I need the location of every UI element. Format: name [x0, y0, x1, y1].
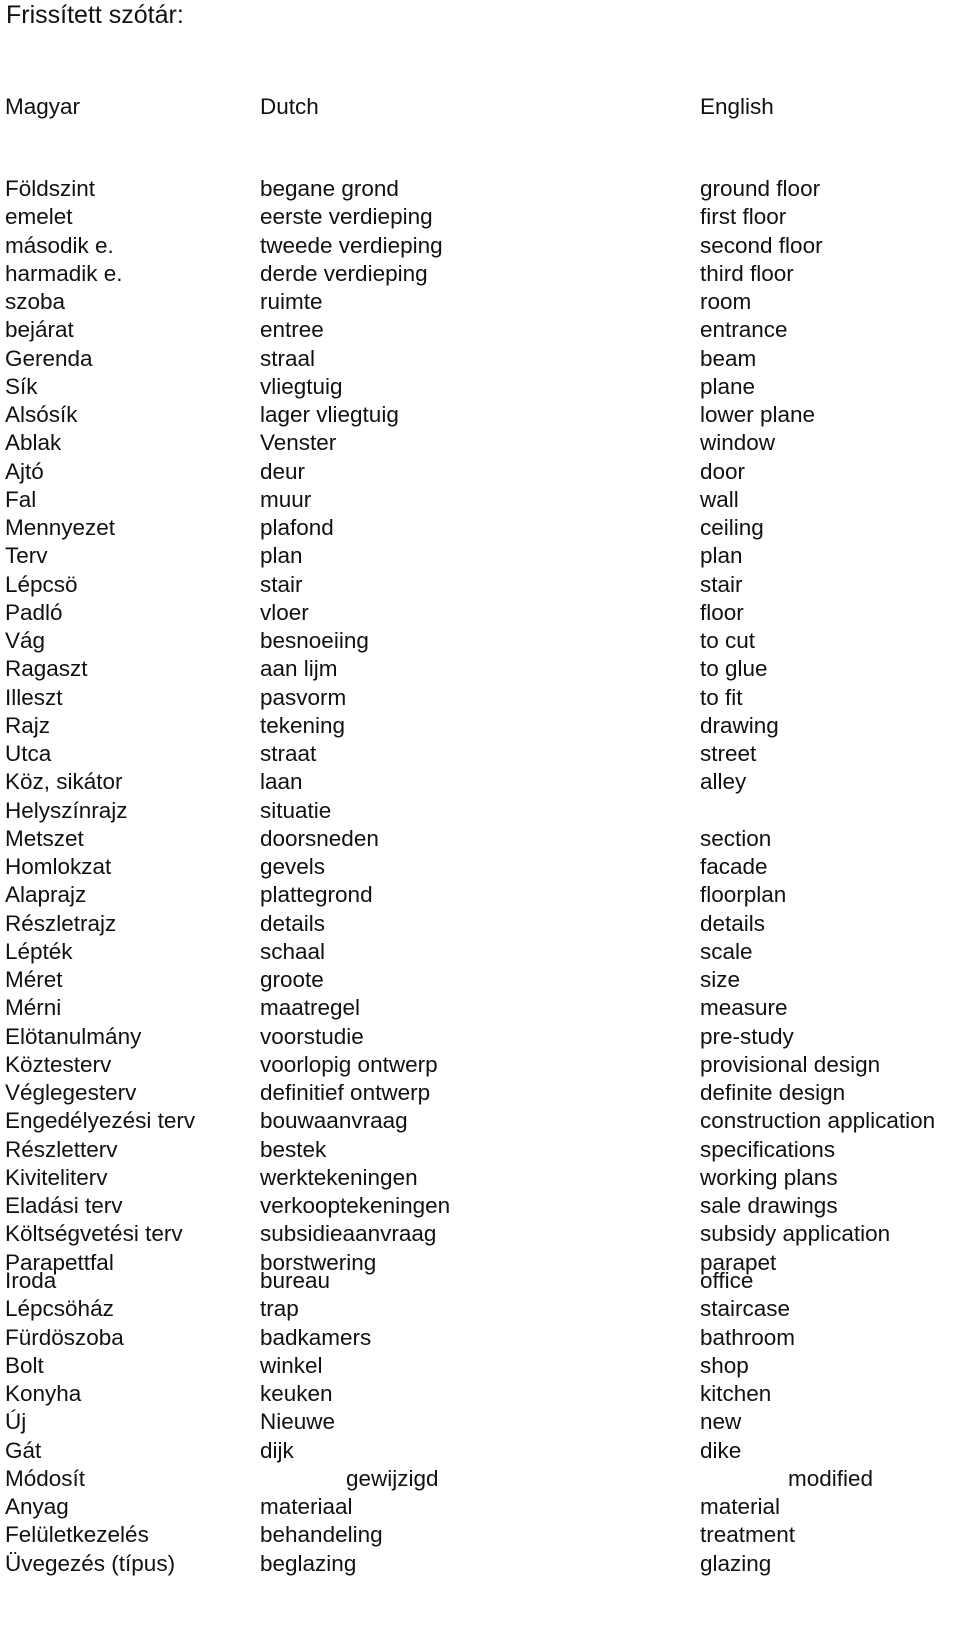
english-term: wall [700, 486, 739, 512]
magyar-term: bejárat [5, 317, 74, 343]
dutch-term: plattegrond [260, 882, 373, 908]
dutch-term: laan [260, 769, 303, 795]
magyar-term: Gerenda [5, 345, 93, 371]
dutch-term: besnoeiing [260, 628, 369, 653]
magyar-term: Földszint [5, 176, 96, 201]
english-term: third floor [700, 260, 794, 286]
dutch-term: straat [260, 741, 317, 766]
dutch-term: maatregel [260, 995, 361, 1021]
magyar-term: Utca [5, 741, 52, 766]
english-term: dike [700, 1437, 742, 1463]
dutch-term: trap [260, 1296, 299, 1322]
magyar-term: Alsósík [5, 402, 78, 427]
english-term: details [700, 910, 766, 936]
dutch-term: bouwaanvraag [260, 1108, 408, 1134]
dutch-term: doorsneden [260, 825, 379, 851]
dutch-term: werktekeningen [260, 1164, 418, 1190]
magyar-term: Kiviteliterv [5, 1164, 108, 1190]
english-term: material [700, 1494, 781, 1519]
english-term: ground floor [700, 176, 821, 201]
magyar-term: Gát [5, 1437, 42, 1463]
english-term: shop [700, 1352, 749, 1378]
dutch-term: situatie [260, 797, 332, 823]
magyar-term: Bolt [5, 1352, 44, 1378]
english-term: to cut [700, 628, 756, 653]
english-term: drawing [700, 712, 779, 738]
table-row [0, 1352, 960, 1380]
magyar-term: Felületkezelés [5, 1522, 149, 1548]
table-row [0, 1107, 960, 1135]
table-row [0, 938, 960, 966]
table-row [0, 486, 960, 514]
english-term: room [700, 289, 752, 314]
table-row [0, 1521, 960, 1549]
dutch-term: stair [260, 571, 303, 597]
english-term: window [700, 430, 776, 456]
dictionary-title: Frissített szótár: [6, 1, 184, 29]
table-row [0, 655, 960, 683]
table-row [0, 401, 960, 429]
table-row [0, 571, 960, 599]
dutch-term: voorlopig ontwerp [260, 1051, 438, 1077]
table-row [0, 1136, 960, 1164]
magyar-term: Alaprajz [5, 882, 87, 908]
english-term: new [700, 1409, 742, 1435]
english-term: floorplan [700, 882, 787, 908]
dutch-term: groote [260, 967, 324, 992]
magyar-term: Konyha [5, 1381, 82, 1406]
english-term: size [700, 967, 741, 992]
table-row [0, 1550, 960, 1578]
table-row [0, 1220, 960, 1248]
header-magyar: Magyar [5, 94, 81, 119]
magyar-term: Elötanulmány [5, 1023, 142, 1049]
magyar-term: Mérni [5, 995, 62, 1021]
header-english: English [700, 94, 774, 119]
magyar-term: Lépték [5, 938, 73, 964]
english-term: first floor [700, 204, 787, 230]
dutch-term: badkamers [260, 1324, 372, 1350]
table-row [0, 627, 960, 655]
dutch-term: entree [260, 317, 324, 343]
dutch-term: deur [260, 458, 306, 484]
magyar-term: Terv [5, 543, 48, 569]
dutch-term: plan [260, 543, 303, 569]
table-row [0, 1051, 960, 1079]
dutch-term: materiaal [260, 1494, 353, 1519]
table-row [0, 345, 960, 373]
magyar-term: Mennyezet [5, 515, 116, 540]
table-row [0, 288, 960, 316]
dutch-term: gewijzigd [346, 1465, 439, 1491]
table-row [0, 458, 960, 486]
english-term: plan [700, 543, 743, 569]
dutch-term: definitief ontwerp [260, 1080, 431, 1105]
english-term: staircase [700, 1296, 791, 1322]
dutch-term: verkooptekeningen [260, 1193, 451, 1218]
table-row [0, 1267, 960, 1295]
magyar-term: harmadik e. [5, 260, 123, 286]
magyar-term: Üvegezés (típus) [5, 1550, 176, 1576]
dutch-term: aan lijm [260, 656, 338, 682]
english-term: sale drawings [700, 1193, 838, 1218]
english-term: lower plane [700, 402, 816, 427]
dutch-term: beglazing [260, 1550, 357, 1576]
magyar-term: második e. [5, 232, 114, 258]
table-row [0, 1324, 960, 1352]
table-row [0, 260, 960, 288]
magyar-term: emelet [5, 204, 73, 230]
english-term: kitchen [700, 1381, 772, 1406]
english-term: plane [700, 373, 756, 399]
english-term: construction application [700, 1108, 936, 1134]
magyar-term: Vág [5, 628, 46, 653]
english-term: floor [700, 599, 744, 625]
table-row [0, 768, 960, 796]
magyar-term: Sík [5, 373, 38, 399]
table-row [0, 175, 960, 203]
header-row [0, 93, 960, 121]
table-row [0, 712, 960, 740]
english-term: door [700, 458, 746, 484]
magyar-term: Ajtó [5, 458, 44, 484]
dutch-term: bureau [260, 1268, 331, 1293]
table-row [0, 373, 960, 401]
magyar-term: Véglegesterv [5, 1080, 137, 1105]
table-row [0, 1295, 960, 1323]
dutch-term: lager vliegtuig [260, 402, 399, 427]
dutch-term: vloer [260, 599, 309, 625]
magyar-term: Lépcsöház [5, 1296, 114, 1322]
table-row [0, 881, 960, 909]
dutch-term: muur [260, 486, 312, 512]
magyar-term: Új [5, 1409, 27, 1435]
table-row [0, 797, 960, 825]
magyar-term: Padló [5, 599, 63, 625]
english-term: provisional design [700, 1051, 881, 1077]
table-row [0, 825, 960, 853]
magyar-term: Anyag [5, 1494, 69, 1519]
dutch-term: subsidieaanvraag [260, 1221, 437, 1247]
table-row [0, 316, 960, 344]
table-row [0, 910, 960, 938]
magyar-term: Fürdöszoba [5, 1324, 124, 1350]
english-term: office [700, 1268, 754, 1293]
magyar-term: Ragaszt [5, 656, 88, 682]
table-row [0, 1164, 960, 1192]
table-row [0, 853, 960, 881]
table-row [0, 1437, 960, 1465]
magyar-term: Méret [5, 967, 63, 992]
table-row [0, 994, 960, 1022]
dutch-term: winkel [260, 1352, 323, 1378]
table-row [0, 740, 960, 768]
magyar-term: Engedélyezési terv [5, 1108, 196, 1134]
dutch-term: vliegtuig [260, 373, 343, 399]
english-term: entrance [700, 317, 788, 343]
table-row [0, 1023, 960, 1051]
table-row [0, 1380, 960, 1408]
magyar-term: Parapettfal [5, 1249, 114, 1275]
magyar-term: Homlokzat [5, 854, 112, 879]
magyar-term: Ablak [5, 430, 62, 456]
header-dutch: Dutch [260, 94, 319, 119]
magyar-term: Köztesterv [5, 1051, 112, 1077]
table-row [0, 232, 960, 260]
english-term: stair [700, 571, 743, 597]
dutch-term: voorstudie [260, 1023, 364, 1049]
dutch-term: pasvorm [260, 684, 347, 710]
magyar-term: Lépcsö [5, 571, 78, 597]
dutch-term: straal [260, 345, 316, 371]
table-row [0, 514, 960, 542]
dutch-term: begane grond [260, 176, 399, 201]
english-term: definite design [700, 1080, 846, 1105]
english-term: ceiling [700, 515, 764, 540]
english-term: pre-study [700, 1023, 794, 1049]
english-term: to fit [700, 684, 743, 710]
dutch-term: eerste verdieping [260, 204, 433, 230]
english-term: scale [700, 938, 753, 964]
english-term: bathroom [700, 1324, 796, 1350]
dutch-term: tweede verdieping [260, 232, 443, 258]
table-row [0, 1192, 960, 1220]
dutch-term: gevels [260, 854, 326, 879]
english-term: working plans [700, 1164, 838, 1190]
magyar-term: Illeszt [5, 684, 63, 710]
table-row [0, 966, 960, 994]
dutch-term: bestek [260, 1136, 327, 1162]
magyar-term: Módosít [5, 1465, 86, 1491]
magyar-term: Rajz [5, 712, 51, 738]
dutch-term: tekening [260, 712, 346, 738]
english-term: facade [700, 854, 768, 879]
magyar-term: Fal [5, 486, 37, 512]
english-term: street [700, 741, 757, 766]
english-term: beam [700, 345, 757, 371]
english-term: section [700, 825, 772, 851]
english-term: modified [788, 1465, 874, 1491]
magyar-term: Költségvetési terv [5, 1221, 183, 1247]
english-term: parapet [700, 1249, 777, 1275]
dutch-term: Venster [260, 430, 337, 456]
english-term: measure [700, 995, 788, 1021]
table-row [0, 1079, 960, 1107]
dutch-term: ruimte [260, 289, 323, 314]
dutch-term: schaal [260, 938, 326, 964]
english-term: alley [700, 769, 747, 795]
magyar-term: Iroda [5, 1268, 57, 1293]
magyar-term: szoba [5, 289, 66, 314]
magyar-term: Részletrajz [5, 910, 117, 936]
table-row [0, 684, 960, 712]
english-term: subsidy application [700, 1221, 891, 1247]
table-row [0, 599, 960, 627]
table-row [0, 1493, 960, 1521]
english-term: to glue [700, 656, 768, 682]
dutch-term: details [260, 910, 326, 936]
magyar-term: Helyszínrajz [5, 797, 128, 823]
magyar-term: Metszet [5, 825, 84, 851]
magyar-term: Köz, sikátor [5, 769, 123, 795]
dutch-term: plafond [260, 515, 334, 540]
dutch-term: dijk [260, 1437, 294, 1463]
dutch-term: keuken [260, 1381, 333, 1406]
table-row [0, 1408, 960, 1436]
table-row [0, 1465, 960, 1493]
dutch-term: derde verdieping [260, 260, 428, 286]
table-row [0, 203, 960, 231]
table-row [0, 429, 960, 457]
magyar-term: Eladási terv [5, 1193, 123, 1218]
dutch-term: borstwering [260, 1249, 377, 1275]
dutch-term: behandeling [260, 1522, 383, 1548]
english-term: second floor [700, 232, 823, 258]
table-row [0, 542, 960, 570]
dutch-term: Nieuwe [260, 1409, 336, 1435]
magyar-term: Részletterv [5, 1136, 118, 1162]
english-term: glazing [700, 1550, 772, 1576]
english-term: treatment [700, 1522, 796, 1548]
english-term: specifications [700, 1136, 836, 1162]
